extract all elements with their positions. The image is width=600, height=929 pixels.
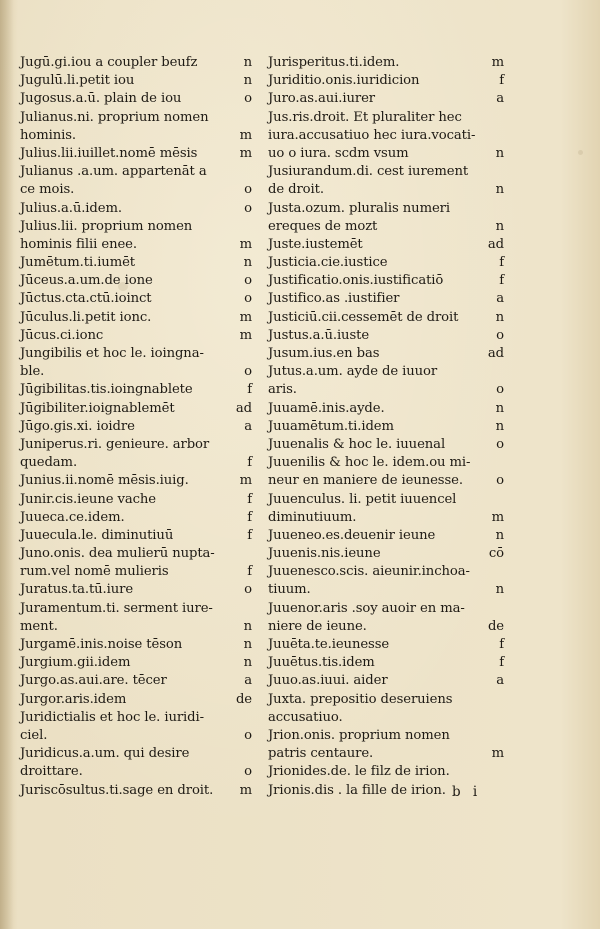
dictionary-entry-line (20, 218, 252, 236)
entry-text: Jūcus.ci.ionc (20, 327, 104, 343)
dictionary-entry-line (20, 236, 252, 254)
right-column (268, 54, 504, 800)
dictionary-entry-line (20, 109, 252, 127)
dictionary-entry-line (268, 727, 504, 745)
grammar-marker: o (244, 764, 252, 780)
grammar-marker: m (239, 327, 252, 343)
grammar-marker: m (239, 309, 252, 325)
grammar-marker: a (244, 673, 252, 689)
entry-text: Julius.a.ū.idem. (20, 200, 122, 216)
dictionary-entry-line (20, 436, 252, 454)
entry-text: Jungibilis et hoc le. ioingna- (20, 346, 204, 361)
grammar-marker: a (244, 418, 252, 434)
dictionary-entry-line (20, 672, 252, 690)
grammar-marker: o (496, 327, 504, 343)
entry-text: Juuenculus. li. petit iuuencel (268, 491, 457, 507)
grammar-marker: n (495, 527, 504, 543)
grammar-marker: m (239, 127, 252, 143)
dictionary-entry-line (268, 109, 504, 127)
grammar-marker: o (244, 200, 252, 216)
entry-text: Juuenesco.scis. aieunir.inchoa- (268, 564, 470, 580)
entry-text: Julianus .a.um. appartenāt a (20, 164, 207, 180)
entry-text: Jus.ris.droit. Et pluraliter hec (268, 109, 462, 125)
left-column (20, 54, 252, 800)
entry-text: Jūculus.li.petit ionc. (20, 309, 152, 325)
grammar-marker: n (243, 618, 252, 634)
dictionary-entry-line (268, 636, 504, 654)
entry-text: Julianus.ni. proprium nomen (20, 109, 209, 125)
entry-text: Jurisperitus.ti.idem. (268, 55, 400, 70)
dictionary-entry-line (20, 145, 252, 163)
dictionary-entry-line (20, 200, 252, 218)
entry-text: Juridictialis et hoc le. iuridi- (20, 709, 204, 725)
entry-text: quedam. (20, 455, 78, 471)
entry-text: Jūgibiliter.ioignablemēt (20, 400, 175, 416)
gutter-shadow (0, 0, 14, 929)
entry-text: uo o iura. scdm vsum (268, 145, 409, 161)
grammar-marker: f (247, 527, 252, 543)
grammar-marker: m (239, 473, 252, 489)
entry-text: Justicia.cie.iustice (268, 255, 388, 271)
grammar-marker: n (243, 55, 252, 70)
dictionary-entry-line (20, 618, 252, 636)
grammar-marker: ad (487, 346, 504, 361)
dictionary-entry-line (268, 654, 504, 672)
dictionary-entry-line (268, 181, 504, 199)
grammar-marker: f (499, 637, 504, 652)
dictionary-entry-line (268, 145, 504, 163)
entry-text: ble. (20, 364, 45, 380)
dictionary-entry-line (20, 636, 252, 654)
dictionary-entry-line (20, 163, 252, 181)
entry-text: Juriditio.onis.iuridicion (268, 73, 420, 89)
entry-text: Jūgo.gis.xi. ioidre (20, 418, 135, 434)
grammar-marker: n (495, 582, 504, 598)
dictionary-entry-line (20, 527, 252, 545)
grammar-marker: ad (235, 400, 252, 416)
dictionary-entry-line (20, 563, 252, 581)
grammar-marker: a (496, 673, 504, 689)
dictionary-entry-line (268, 381, 504, 399)
grammar-marker: f (499, 255, 504, 271)
dictionary-entry-line (268, 200, 504, 218)
dictionary-entry-line (20, 418, 252, 436)
entry-text: Jurgor.aris.idem (20, 691, 127, 707)
grammar-marker: n (243, 255, 252, 271)
entry-text: Jugosus.a.ū. plain de iou (20, 91, 182, 107)
grammar-marker: n (495, 418, 504, 434)
grammar-marker: n (495, 309, 504, 325)
entry-text: droittare. (20, 764, 83, 780)
entry-text: Justifico.as .iustifier (268, 291, 400, 307)
dictionary-entry-line (268, 418, 504, 436)
grammar-marker: f (247, 455, 252, 471)
entry-text: Justa.ozum. pluralis numeri (268, 200, 451, 216)
dictionary-entry-line (268, 54, 504, 72)
grammar-marker: o (244, 582, 252, 598)
entry-text: Juuamē.inis.ayde. (268, 400, 385, 416)
entry-text: hominis filii enee. (20, 236, 137, 252)
ink-smudge (578, 150, 583, 155)
entry-text: accusatiuo. (268, 709, 343, 725)
grammar-marker: n (243, 637, 252, 652)
entry-text: aris. (268, 382, 297, 398)
entry-text: Juriscōsultus.ti.sage en droit. (20, 782, 214, 798)
grammar-marker: a (496, 91, 504, 107)
entry-text: ereques de mozt (268, 218, 378, 234)
dictionary-entry-line (268, 90, 504, 108)
entry-text: Juste.iustemēt (268, 236, 363, 252)
dictionary-entry-line (268, 672, 504, 690)
grammar-marker: cō (488, 546, 504, 562)
entry-text: Juuenor.aris .soy auoir en ma- (268, 600, 465, 616)
grammar-marker: f (247, 491, 252, 507)
grammar-marker: m (491, 746, 504, 762)
entry-text: Jurgamē.inis.noise tēson (20, 637, 183, 652)
entry-text: ciel. (20, 727, 48, 743)
entry-text: Jrionis.dis . la fille de irion. (268, 782, 446, 798)
grammar-marker: o (496, 436, 504, 452)
dictionary-entry-line (268, 72, 504, 90)
entry-text: Jusum.ius.en bas (268, 346, 380, 361)
grammar-marker: m (491, 509, 504, 525)
dictionary-entry-line (20, 782, 252, 800)
grammar-marker: f (247, 509, 252, 525)
entry-text: Julius.lii. proprium nomen (20, 218, 193, 234)
entry-text: Junius.ii.nomē mēsis.iuig. (20, 473, 189, 489)
entry-text: rum.vel nomē mulieris (20, 564, 169, 580)
dictionary-entry-line (20, 654, 252, 672)
entry-text: Jugulū.li.petit iou (20, 73, 135, 89)
dictionary-entry-line (268, 363, 504, 381)
grammar-marker: m (491, 55, 504, 70)
entry-text: ment. (20, 618, 58, 634)
entry-text: Jūctus.cta.ctū.ioinct (20, 291, 152, 307)
entry-text: Juuo.as.iuui. aider (268, 673, 388, 689)
entry-text: neur en maniere de ieunesse. (268, 473, 463, 489)
dictionary-entry-line (20, 545, 252, 563)
grammar-marker: m (239, 236, 252, 252)
dictionary-entry-line (268, 745, 504, 763)
dictionary-entry-line (20, 454, 252, 472)
entry-text: Jūceus.a.um.de ione (20, 273, 153, 289)
dictionary-entry-line (268, 527, 504, 545)
grammar-marker: o (244, 727, 252, 743)
entry-text: Juuenis.nis.ieune (268, 546, 381, 562)
entry-text: Jutus.a.um. ayde de iuuor (268, 364, 438, 380)
grammar-marker: a (496, 291, 504, 307)
entry-text: Juridicus.a.um. qui desire (20, 746, 190, 762)
dictionary-entry-line (268, 272, 504, 290)
entry-text: Juuēta.te.ieunesse (268, 637, 390, 652)
dictionary-entry-line (268, 127, 504, 145)
dictionary-entry-line (268, 618, 504, 636)
dictionary-entry-line (268, 327, 504, 345)
dictionary-entry-line (268, 218, 504, 236)
dictionary-entry-line (268, 254, 504, 272)
dictionary-entry-line (268, 763, 504, 781)
grammar-marker: o (244, 291, 252, 307)
grammar-marker: o (244, 91, 252, 107)
dictionary-entry-line (268, 509, 504, 527)
grammar-marker: o (244, 182, 252, 198)
entry-text: Jrion.onis. proprium nomen (268, 727, 450, 743)
entry-text: Juuecula.le. diminutiuū (20, 527, 174, 543)
dictionary-entry-line (268, 236, 504, 254)
dictionary-entry-line (20, 691, 252, 709)
dictionary-entry-line (20, 763, 252, 781)
dictionary-entry-line (20, 400, 252, 418)
grammar-marker: f (247, 564, 252, 580)
entry-text: niere de ieune. (268, 618, 367, 634)
dictionary-entry-line (268, 163, 504, 181)
entry-text: iura.accusatiuo hec iura.vocati- (268, 127, 476, 143)
entry-text: Juniperus.ri. genieure. arbor (20, 436, 210, 452)
entry-text: Junir.cis.ieune vache (20, 491, 157, 507)
entry-text: Justiciū.cii.cessemēt de droit (268, 309, 459, 325)
dictionary-entry-line (268, 709, 504, 727)
dictionary-entry-line (20, 491, 252, 509)
dictionary-entry-line (268, 400, 504, 418)
grammar-marker: o (244, 364, 252, 380)
dictionary-entry-line (20, 745, 252, 763)
dictionary-entry-line (20, 127, 252, 145)
entry-text: Juramentum.ti. serment iure- (20, 600, 213, 616)
dictionary-entry-line (20, 327, 252, 345)
dictionary-entry-line (20, 709, 252, 727)
grammar-marker: f (499, 273, 504, 289)
entry-text: Juuētus.tis.idem (268, 655, 375, 671)
dictionary-entry-line (20, 600, 252, 618)
dictionary-entry-line (20, 509, 252, 527)
entry-text: Jumētum.ti.iumēt (20, 255, 136, 271)
entry-text: Justificatio.onis.iustificatiō (268, 273, 444, 289)
dictionary-entry-line (20, 72, 252, 90)
entry-text: Juratus.ta.tū.iure (20, 582, 134, 598)
signature-mark: b i (452, 784, 482, 800)
entry-text: Juuenalis & hoc le. iuuenal (268, 436, 446, 452)
grammar-marker: f (499, 655, 504, 671)
dictionary-entry-line (268, 454, 504, 472)
grammar-marker: m (239, 782, 252, 798)
entry-text: ce mois. (20, 182, 75, 198)
dictionary-entry-line (268, 309, 504, 327)
dictionary-entry-line (20, 254, 252, 272)
grammar-marker: n (243, 73, 252, 89)
dictionary-entry-line (268, 581, 504, 599)
dictionary-entry-line (268, 563, 504, 581)
dictionary-entry-line (268, 290, 504, 308)
dictionary-entry-line (268, 345, 504, 363)
dictionary-entry-line (20, 290, 252, 308)
grammar-marker: f (499, 73, 504, 89)
grammar-marker: f (247, 382, 252, 398)
entry-text: hominis. (20, 127, 77, 143)
dictionary-entry-line (268, 491, 504, 509)
dictionary-entry-line (20, 309, 252, 327)
grammar-marker: de (487, 618, 504, 634)
grammar-marker: n (495, 145, 504, 161)
dictionary-entry-line (20, 90, 252, 108)
entry-text: Jurgium.gii.idem (20, 655, 131, 671)
dictionary-entry-line (20, 363, 252, 381)
entry-text: Juxta. prepositio deseruiens (268, 691, 453, 707)
grammar-marker: n (495, 218, 504, 234)
entry-text: Julius.lii.iuillet.nomē mēsis (20, 145, 198, 161)
grammar-marker: o (244, 273, 252, 289)
dictionary-entry-line (20, 181, 252, 199)
entry-text: Jurgo.as.aui.are. tēcer (20, 673, 167, 689)
dictionary-entry-line (268, 545, 504, 563)
entry-text: Juuenilis & hoc le. idem.ou mi- (268, 455, 471, 471)
grammar-marker: o (496, 382, 504, 398)
entry-text: Jusiurandum.di. cest iurement (268, 164, 469, 180)
dictionary-entry-line (268, 691, 504, 709)
entry-text: tiuum. (268, 582, 311, 598)
entry-text: diminutiuum. (268, 509, 357, 525)
entry-text: patris centaure. (268, 746, 374, 762)
entry-text: Juueneo.es.deuenir ieune (268, 527, 436, 543)
entry-text: Juro.as.aui.iurer (268, 91, 375, 107)
grammar-marker: m (239, 145, 252, 161)
grammar-marker: n (495, 400, 504, 416)
grammar-marker: ad (487, 236, 504, 252)
entry-text: de droit. (268, 182, 324, 198)
grammar-marker: o (496, 473, 504, 489)
dictionary-entry-line (20, 472, 252, 490)
dictionary-entry-line (268, 600, 504, 618)
entry-text: Jūgibilitas.tis.ioingnablete (20, 382, 193, 398)
grammar-marker: n (495, 182, 504, 198)
entry-text: Jrionides.de. le filz de irion. (268, 764, 450, 780)
entry-text: Jugū.gi.iou a coupler beufz (20, 55, 198, 70)
entry-text: Justus.a.ū.iuste (268, 327, 370, 343)
entry-text: Juueca.ce.idem. (20, 509, 125, 525)
dictionary-entry-line (20, 581, 252, 599)
dictionary-entry-line (20, 272, 252, 290)
dictionary-entry-line (268, 472, 504, 490)
dictionary-entry-line (268, 436, 504, 454)
dictionary-entry-line (20, 345, 252, 363)
entry-text: Juno.onis. dea mulierū nupta- (20, 546, 215, 562)
entry-text: Juuamētum.ti.idem (268, 418, 394, 434)
grammar-marker: n (243, 655, 252, 671)
dictionary-entry-line (20, 381, 252, 399)
dictionary-entry-line (20, 54, 252, 72)
dictionary-entry-line (20, 727, 252, 745)
grammar-marker: de (235, 691, 252, 707)
